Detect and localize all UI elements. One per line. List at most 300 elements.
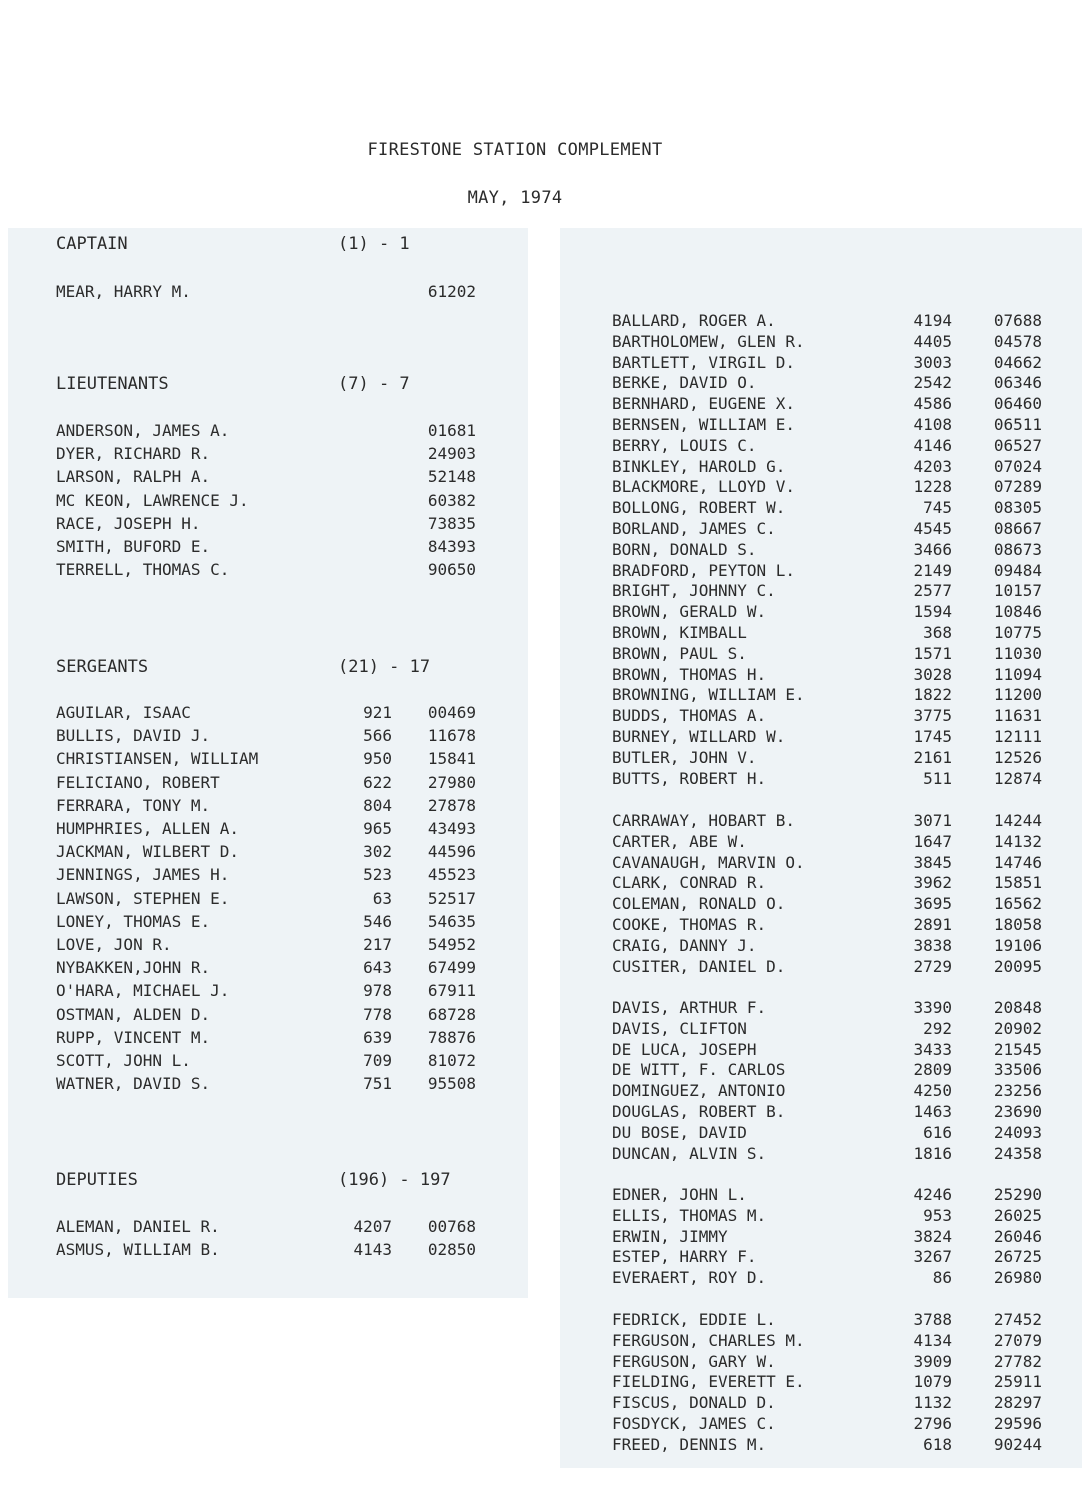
member-id: 04578 [993, 331, 1042, 351]
member-number: 4203 [913, 456, 952, 476]
roster-row [612, 1352, 1090, 1374]
member-id: 24903 [427, 444, 476, 464]
member-name: FERGUSON, CHARLES M. [612, 1330, 805, 1350]
member-number: 566 [363, 726, 392, 746]
roster-row [612, 540, 1090, 562]
member-number: 511 [923, 768, 952, 788]
member-id: 21545 [993, 1039, 1042, 1059]
member-name: DAVIS, ARTHUR F. [612, 998, 767, 1017]
member-number: 4545 [913, 519, 952, 538]
member-number: 1647 [913, 831, 952, 851]
roster-row [612, 311, 1090, 333]
member-name: ALEMAN, DANIEL R. [56, 1217, 220, 1236]
roster-row [56, 1005, 536, 1027]
member-id: 24358 [993, 1143, 1042, 1163]
roster-row [56, 514, 536, 536]
roster-row [56, 958, 536, 980]
member-id: 15841 [427, 749, 476, 769]
member-name: SMITH, BUFORD E. [56, 537, 211, 556]
member-name: HUMPHRIES, ALLEN A. [56, 819, 240, 838]
member-number: 2891 [913, 915, 952, 934]
roster-row [612, 1331, 1090, 1353]
member-id: 52517 [427, 888, 476, 908]
member-id: 60382 [427, 490, 476, 510]
member-name: FELICIANO, ROBERT [56, 772, 220, 792]
member-number: 4586 [913, 394, 952, 414]
roster-row [612, 1081, 1090, 1103]
member-number: 4108 [913, 415, 952, 434]
member-name: JACKMAN, WILBERT D. [56, 842, 240, 862]
member-number: 3466 [913, 539, 952, 559]
member-id: 67499 [427, 958, 476, 978]
member-id: 90650 [427, 560, 476, 580]
member-id: 27782 [993, 1351, 1042, 1371]
member-id: 52148 [427, 467, 476, 487]
member-number: 2796 [913, 1414, 952, 1433]
roster-row [612, 1123, 1090, 1145]
member-name: BRIGHT, JOHNNY C. [612, 581, 776, 601]
roster-row [612, 623, 1090, 645]
member-number: 4134 [913, 1330, 952, 1350]
member-id: 25911 [993, 1372, 1042, 1392]
member-name: JENNINGS, JAMES H. [56, 865, 230, 885]
roster-row [56, 421, 536, 443]
member-number: 4250 [913, 1081, 952, 1101]
roster-row [56, 796, 536, 818]
member-name: FREED, DENNIS M. [612, 1434, 767, 1454]
member-id: 11030 [993, 643, 1042, 663]
member-name: CUSITER, DANIEL D. [612, 956, 786, 976]
member-id: 27980 [427, 772, 476, 792]
member-id: 19106 [993, 935, 1042, 955]
member-id: 20902 [993, 1018, 1042, 1038]
member-number: 778 [363, 1004, 392, 1024]
member-name: FERRARA, TONY M. [56, 795, 211, 815]
member-id: 14244 [993, 811, 1042, 830]
member-number: 751 [363, 1074, 392, 1094]
roster-row [612, 1102, 1090, 1124]
member-number: 1079 [913, 1372, 952, 1392]
member-number: 2161 [913, 747, 952, 767]
member-number: 86 [932, 1268, 952, 1288]
member-id: 00469 [427, 703, 476, 722]
member-name: BROWN, PAUL S. [612, 643, 747, 663]
member-name: MC KEON, LAWRENCE J. [56, 490, 249, 510]
roster-row [612, 1268, 1090, 1290]
member-id: 26725 [993, 1247, 1042, 1267]
member-id: 07289 [993, 477, 1042, 497]
roster-row [56, 1217, 536, 1239]
member-number: 3433 [913, 1039, 952, 1059]
roster-row [612, 727, 1090, 749]
member-number: 3390 [913, 998, 952, 1017]
member-number: 1594 [913, 602, 952, 622]
roster-row [612, 915, 1090, 937]
member-id: 08305 [993, 498, 1042, 518]
roster-row [612, 748, 1090, 770]
member-name: BINKLEY, HAROLD G. [612, 456, 786, 476]
member-id: 11200 [993, 685, 1042, 705]
member-id: 11631 [993, 706, 1042, 726]
rank-count-sergeants: (21) - 17 [338, 657, 431, 677]
rank-count-captain: (1) - 1 [338, 234, 410, 254]
member-number: 3909 [913, 1351, 952, 1371]
member-number: 804 [363, 795, 392, 815]
member-number: 302 [363, 842, 392, 862]
member-id: 10846 [993, 602, 1042, 622]
member-id: 06460 [993, 394, 1042, 414]
member-name: BARTHOLOMEW, GLEN R. [612, 331, 805, 351]
member-number: 965 [363, 819, 392, 838]
member-name: LARSON, RALPH A. [56, 467, 211, 487]
member-name: AGUILAR, ISAAC [56, 703, 191, 722]
member-name: ERWIN, JIMMY [612, 1226, 728, 1246]
roster-row [612, 832, 1090, 854]
member-name: BARTLETT, VIRGIL D. [612, 352, 796, 372]
member-name: BORLAND, JAMES C. [612, 519, 776, 538]
member-id: 06346 [993, 373, 1042, 393]
member-number: 4246 [913, 1185, 952, 1204]
roster-row [56, 842, 536, 864]
member-name: DOMINGUEZ, ANTONIO [612, 1081, 786, 1101]
member-id: 78876 [427, 1027, 476, 1047]
member-name: EVERAERT, ROY D. [612, 1268, 767, 1288]
roster-row [612, 1227, 1090, 1249]
member-id: 84393 [427, 537, 476, 556]
rank-heading-sergeants: SERGEANTS [56, 657, 149, 677]
member-id: 10775 [993, 623, 1042, 642]
member-number: 2809 [913, 1060, 952, 1080]
member-id: 44596 [427, 842, 476, 862]
member-id: 26980 [993, 1268, 1042, 1288]
roster-row [612, 1435, 1090, 1457]
member-number: 3824 [913, 1226, 952, 1246]
roster-row [56, 1028, 536, 1050]
roster-row [612, 894, 1090, 916]
member-id: 81072 [427, 1051, 476, 1070]
member-id: 09484 [993, 560, 1042, 580]
member-name: ELLIS, THOMAS M. [612, 1205, 767, 1225]
roster-row [612, 436, 1090, 458]
member-number: 3003 [913, 352, 952, 372]
roster-row [612, 1393, 1090, 1415]
member-number: 4194 [913, 311, 952, 330]
member-name: DYER, RICHARD R. [56, 444, 211, 464]
roster-row [612, 998, 1090, 1020]
member-name: COOKE, THOMAS R. [612, 915, 767, 934]
roster-row [612, 1144, 1090, 1166]
member-number: 921 [363, 703, 392, 722]
roster-row [56, 1240, 536, 1262]
roster-row [612, 1019, 1090, 1041]
member-name: BOLLONG, ROBERT W. [612, 498, 786, 518]
member-id: 25290 [993, 1185, 1042, 1204]
member-name: BROWNING, WILLIAM E. [612, 685, 805, 705]
member-number: 3845 [913, 852, 952, 872]
member-name: CARTER, ABE W. [612, 831, 747, 851]
member-name: BUTTS, ROBERT H. [612, 768, 767, 788]
member-id: 23690 [993, 1102, 1042, 1121]
member-number: 3788 [913, 1310, 952, 1329]
roster-row [612, 685, 1090, 707]
roster-row [56, 703, 536, 725]
member-id: 29596 [993, 1414, 1042, 1433]
member-name: DAVIS, CLIFTON [612, 1018, 747, 1038]
member-number: 616 [923, 1122, 952, 1142]
member-name: BROWN, GERALD W. [612, 602, 767, 622]
member-name: BERNSEN, WILLIAM E. [612, 415, 796, 434]
member-name: CLARK, CONRAD R. [612, 873, 767, 893]
member-number: 4146 [913, 435, 952, 455]
member-name: ESTEP, HARRY F. [612, 1247, 757, 1267]
member-number: 2729 [913, 956, 952, 976]
roster-row [612, 706, 1090, 728]
member-name: BLACKMORE, LLOYD V. [612, 477, 796, 497]
member-name: CARRAWAY, HOBART B. [612, 811, 796, 830]
member-name: BALLARD, ROGER A. [612, 311, 776, 330]
member-id: 27452 [993, 1310, 1042, 1329]
member-id: 08667 [993, 519, 1042, 538]
member-number: 1745 [913, 727, 952, 746]
member-id: 95508 [427, 1074, 476, 1094]
member-number: 3838 [913, 935, 952, 955]
member-name: SCOTT, JOHN L. [56, 1051, 191, 1070]
member-name: BRADFORD, PEYTON L. [612, 560, 796, 580]
member-name: LAWSON, STEPHEN E. [56, 888, 230, 908]
roster-row [612, 477, 1090, 499]
roster-row [56, 819, 536, 841]
member-number: 639 [363, 1027, 392, 1047]
member-id: 16562 [993, 894, 1042, 914]
member-number: 292 [923, 1018, 952, 1038]
member-number: 1816 [913, 1143, 952, 1163]
roster-row [56, 726, 536, 748]
member-name: ASMUS, WILLIAM B. [56, 1240, 220, 1260]
member-number: 3267 [913, 1247, 952, 1267]
roster-row [56, 491, 536, 513]
member-id: 06511 [993, 415, 1042, 434]
member-id: 11094 [993, 664, 1042, 684]
roster-row [612, 873, 1090, 895]
member-id: 08673 [993, 539, 1042, 559]
member-name: FIELDING, EVERETT E. [612, 1372, 805, 1392]
roster-row [612, 415, 1090, 437]
roster-row [612, 769, 1090, 791]
member-number: 546 [363, 911, 392, 931]
roster-row [56, 912, 536, 934]
roster-row [56, 773, 536, 795]
roster-row [612, 1060, 1090, 1082]
member-number: 745 [923, 498, 952, 518]
member-name: LOVE, JON R. [56, 935, 172, 954]
member-number: 622 [363, 772, 392, 792]
member-id: 24093 [993, 1122, 1042, 1142]
roster-row [612, 957, 1090, 979]
member-id: 90244 [993, 1434, 1042, 1454]
roster-row [612, 394, 1090, 416]
rank-heading-deputies: DEPUTIES [56, 1170, 138, 1190]
member-id: 00768 [427, 1217, 476, 1236]
member-name: RUPP, VINCENT M. [56, 1027, 211, 1047]
member-name: BURNEY, WILLARD W. [612, 727, 786, 746]
roster-row [612, 373, 1090, 395]
member-name: DE LUCA, JOSEPH [612, 1039, 757, 1059]
member-name: BROWN, KIMBALL [612, 623, 747, 642]
member-name: DOUGLAS, ROBERT B. [612, 1102, 786, 1121]
member-name: BERRY, LOUIS C. [612, 435, 757, 455]
member-number: 709 [363, 1051, 392, 1070]
roster-row [56, 1074, 536, 1096]
member-id: 67911 [427, 981, 476, 1001]
member-name: FOSDYCK, JAMES C. [612, 1414, 776, 1433]
member-number: 643 [363, 958, 392, 978]
member-id: 20095 [993, 956, 1042, 976]
roster-row [612, 644, 1090, 666]
roster-row [612, 561, 1090, 583]
member-id: 54635 [427, 911, 476, 931]
member-number: 3028 [913, 664, 952, 684]
member-name: COLEMAN, RONALD O. [612, 894, 786, 914]
member-id: 27079 [993, 1330, 1042, 1350]
member-name: CAVANAUGH, MARVIN O. [612, 852, 805, 872]
roster-row [612, 1040, 1090, 1062]
member-id: 54952 [427, 935, 476, 954]
member-number: 2577 [913, 581, 952, 601]
member-name: BROWN, THOMAS H. [612, 664, 767, 684]
roster-row [612, 519, 1090, 541]
roster-row [56, 537, 536, 559]
member-name: CHRISTIANSEN, WILLIAM [56, 749, 259, 769]
member-number: 2542 [913, 373, 952, 393]
roster-row [612, 1372, 1090, 1394]
member-number: 63 [372, 888, 392, 908]
member-name: BUTLER, JOHN V. [612, 747, 757, 767]
rank-heading-lieutenants: LIEUTENANTS [56, 374, 169, 394]
member-name: BORN, DONALD S. [612, 539, 757, 559]
member-number: 978 [363, 981, 392, 1001]
member-id: 73835 [427, 513, 476, 533]
rank-heading-captain: CAPTAIN [56, 234, 128, 254]
member-number: 523 [363, 865, 392, 885]
roster-row [612, 811, 1090, 833]
roster-row [612, 936, 1090, 958]
member-name: RACE, JOSEPH H. [56, 513, 201, 533]
member-name: BULLIS, DAVID J. [56, 726, 211, 746]
roster-row [612, 1310, 1090, 1332]
roster-row [612, 1185, 1090, 1207]
member-id: 02850 [427, 1240, 476, 1260]
member-number: 618 [923, 1434, 952, 1454]
member-name: TERRELL, THOMAS C. [56, 560, 230, 580]
page-title: FIRESTONE STATION COMPLEMENT [367, 140, 663, 160]
roster-row [56, 935, 536, 957]
member-name: WATNER, DAVID S. [56, 1074, 211, 1094]
roster-row [612, 332, 1090, 354]
member-name: FEDRICK, EDDIE L. [612, 1310, 776, 1329]
roster-row [56, 1051, 536, 1073]
roster-row [612, 581, 1090, 603]
member-number: 3962 [913, 873, 952, 893]
member-id: 14132 [993, 831, 1042, 851]
roster-row [612, 665, 1090, 687]
member-id: 14746 [993, 852, 1042, 872]
roster-row [612, 602, 1090, 624]
member-id: 11678 [427, 726, 476, 746]
roster-row [56, 444, 536, 466]
member-name: DE WITT, F. CARLOS [612, 1060, 786, 1080]
member-id: 04662 [993, 352, 1042, 372]
member-number: 3071 [913, 811, 952, 830]
member-number: 3775 [913, 706, 952, 726]
member-number: 1571 [913, 643, 952, 663]
member-name: OSTMAN, ALDEN D. [56, 1004, 211, 1024]
member-number: 1822 [913, 685, 952, 705]
member-id: 15851 [993, 873, 1042, 893]
roster-row [612, 1414, 1090, 1436]
member-number: 953 [923, 1205, 952, 1225]
member-id: 18058 [993, 915, 1042, 934]
member-id: 12111 [993, 727, 1042, 746]
member-number: 368 [923, 623, 952, 642]
member-name: CRAIG, DANNY J. [612, 935, 757, 955]
member-name: MEAR, HARRY M. [56, 282, 191, 301]
member-id: 12874 [993, 768, 1042, 788]
member-number: 2149 [913, 560, 952, 580]
member-id: 28297 [993, 1393, 1042, 1413]
member-number: 1463 [913, 1102, 952, 1121]
member-id: 45523 [427, 865, 476, 885]
member-id: 26025 [993, 1205, 1042, 1225]
roster-row [56, 865, 536, 887]
member-id: 06527 [993, 435, 1042, 455]
member-name: FISCUS, DONALD D. [612, 1393, 776, 1413]
member-name: LONEY, THOMAS E. [56, 911, 211, 931]
member-name: BUDDS, THOMAS A. [612, 706, 767, 726]
member-id: 01681 [427, 421, 476, 440]
roster-row [56, 981, 536, 1003]
member-id: 07688 [993, 311, 1042, 330]
rank-count-lieutenants: (7) - 7 [338, 374, 410, 394]
member-id: 10157 [993, 581, 1042, 601]
roster-row [56, 889, 536, 911]
member-id: 07024 [993, 456, 1042, 476]
rank-count-deputies: (196) - 197 [338, 1170, 451, 1190]
page-date: MAY, 1974 [467, 188, 563, 208]
member-number: 1228 [913, 477, 952, 497]
member-number: 4405 [913, 331, 952, 351]
member-id: 12526 [993, 747, 1042, 767]
member-name: BERNHARD, EUGENE X. [612, 394, 796, 414]
roster-row [56, 467, 536, 489]
member-name: NYBAKKEN,JOHN R. [56, 958, 211, 978]
member-name: EDNER, JOHN L. [612, 1185, 747, 1204]
roster-row [612, 457, 1090, 479]
member-number: 950 [363, 749, 392, 769]
roster-row [56, 282, 536, 304]
member-id: 68728 [427, 1004, 476, 1024]
member-name: O'HARA, MICHAEL J. [56, 981, 230, 1001]
member-name: FERGUSON, GARY W. [612, 1351, 776, 1371]
member-number: 217 [363, 935, 392, 954]
roster-row [612, 853, 1090, 875]
member-name: BERKE, DAVID O. [612, 373, 757, 393]
roster-row [612, 353, 1090, 375]
member-id: 23256 [993, 1081, 1042, 1101]
roster-row [612, 1247, 1090, 1269]
member-name: DU BOSE, DAVID [612, 1122, 747, 1142]
member-number: 3695 [913, 894, 952, 914]
roster-row [612, 1206, 1090, 1228]
